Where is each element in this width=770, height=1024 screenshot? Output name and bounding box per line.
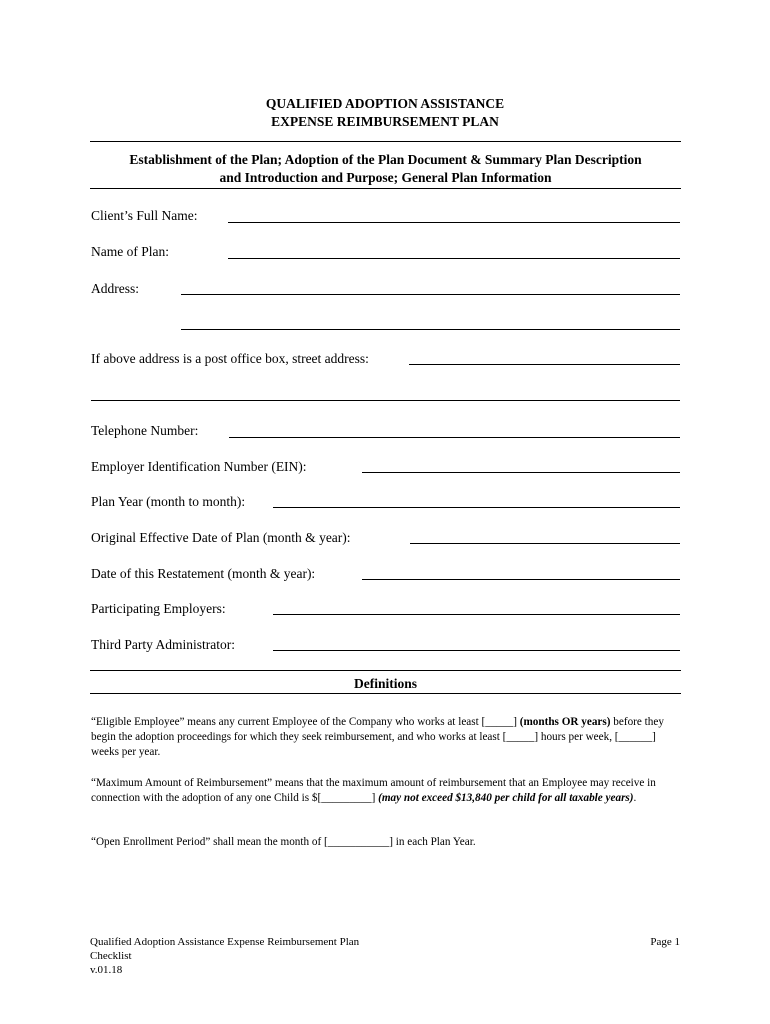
definitions-top-rule <box>90 670 681 671</box>
effective-date-label: Original Effective Date of Plan (month & year): <box>91 530 351 545</box>
maximum-text-a: “Maximum Amount of Reimbursement” means that the maximum amount of reimbursement that an Employee may receive in connection with the adoption of any one Child is $[_________] <box>91 777 656 804</box>
maximum-text-b: (may not exceed $13,840 per child for all taxable years) <box>378 792 634 804</box>
address-field-line1[interactable] <box>181 294 680 295</box>
plan-name-label: Name of Plan: <box>91 244 169 259</box>
footer-subtitle: Checklist <box>90 950 132 962</box>
effective-date-field[interactable] <box>410 543 680 544</box>
address-label: Address: <box>91 281 139 296</box>
eligible-text-c: before they begin the adoption proceedings for which they seek reimbursement, and who works at least [_____] hours per week, [______] weeks per year. <box>91 716 664 758</box>
po-box-label: If above address is a post office box, street address: <box>91 351 369 366</box>
document-title-line1: QUALIFIED ADOPTION ASSISTANCE <box>265 96 505 111</box>
plan-name-field[interactable] <box>228 258 680 259</box>
client-name-label: Client’s Full Name: <box>91 208 198 223</box>
participating-employers-label: Participating Employers: <box>91 601 226 616</box>
footer-version: v.01.18 <box>90 964 123 976</box>
eligible-text-b: (months OR years) <box>519 716 611 728</box>
page-number: Page 1 <box>650 936 680 948</box>
restatement-date-label: Date of this Restatement (month & year): <box>91 566 316 581</box>
document-title-line2: EXPENSE REIMBURSEMENT PLAN <box>271 114 499 129</box>
tpa-field[interactable] <box>273 650 680 651</box>
open-enrollment-definition: “Open Enrollment Period” shall mean the month of [___________] in each Plan Year. <box>91 836 476 848</box>
eligible-employee-definition <box>91 715 681 760</box>
maximum-reimbursement-definition <box>91 776 681 806</box>
section-bottom-rule <box>90 188 681 189</box>
restatement-date-field[interactable] <box>362 579 680 580</box>
street-address-field[interactable] <box>409 364 680 365</box>
client-name-field[interactable] <box>228 222 680 223</box>
footer-title: Qualified Adoption Assistance Expense Reimbursement Plan <box>90 936 360 948</box>
plan-year-label: Plan Year (month to month): <box>91 494 246 509</box>
section-top-rule <box>90 141 681 142</box>
address-field-line2[interactable] <box>181 329 680 330</box>
tpa-label: Third Party Administrator: <box>91 637 235 652</box>
definitions-heading: Definitions <box>353 676 417 691</box>
eligible-text-a: “Eligible Employee” means any current Employee of the Company who works at least [_____] <box>91 716 517 728</box>
section-heading-line1: Establishment of the Plan; Adoption of the Plan Document & Summary Plan Description <box>129 152 642 167</box>
participating-employers-field[interactable] <box>273 614 680 615</box>
street-address-field-line2[interactable] <box>91 400 680 401</box>
telephone-field[interactable] <box>229 437 680 438</box>
telephone-label: Telephone Number: <box>91 423 199 438</box>
ein-label: Employer Identification Number (EIN): <box>91 459 307 474</box>
section-heading-line2: and Introduction and Purpose; General Plan Information <box>219 170 552 185</box>
plan-year-field[interactable] <box>273 507 680 508</box>
definitions-bottom-rule <box>90 693 681 694</box>
maximum-text-c: . <box>633 792 637 804</box>
ein-field[interactable] <box>362 472 680 473</box>
